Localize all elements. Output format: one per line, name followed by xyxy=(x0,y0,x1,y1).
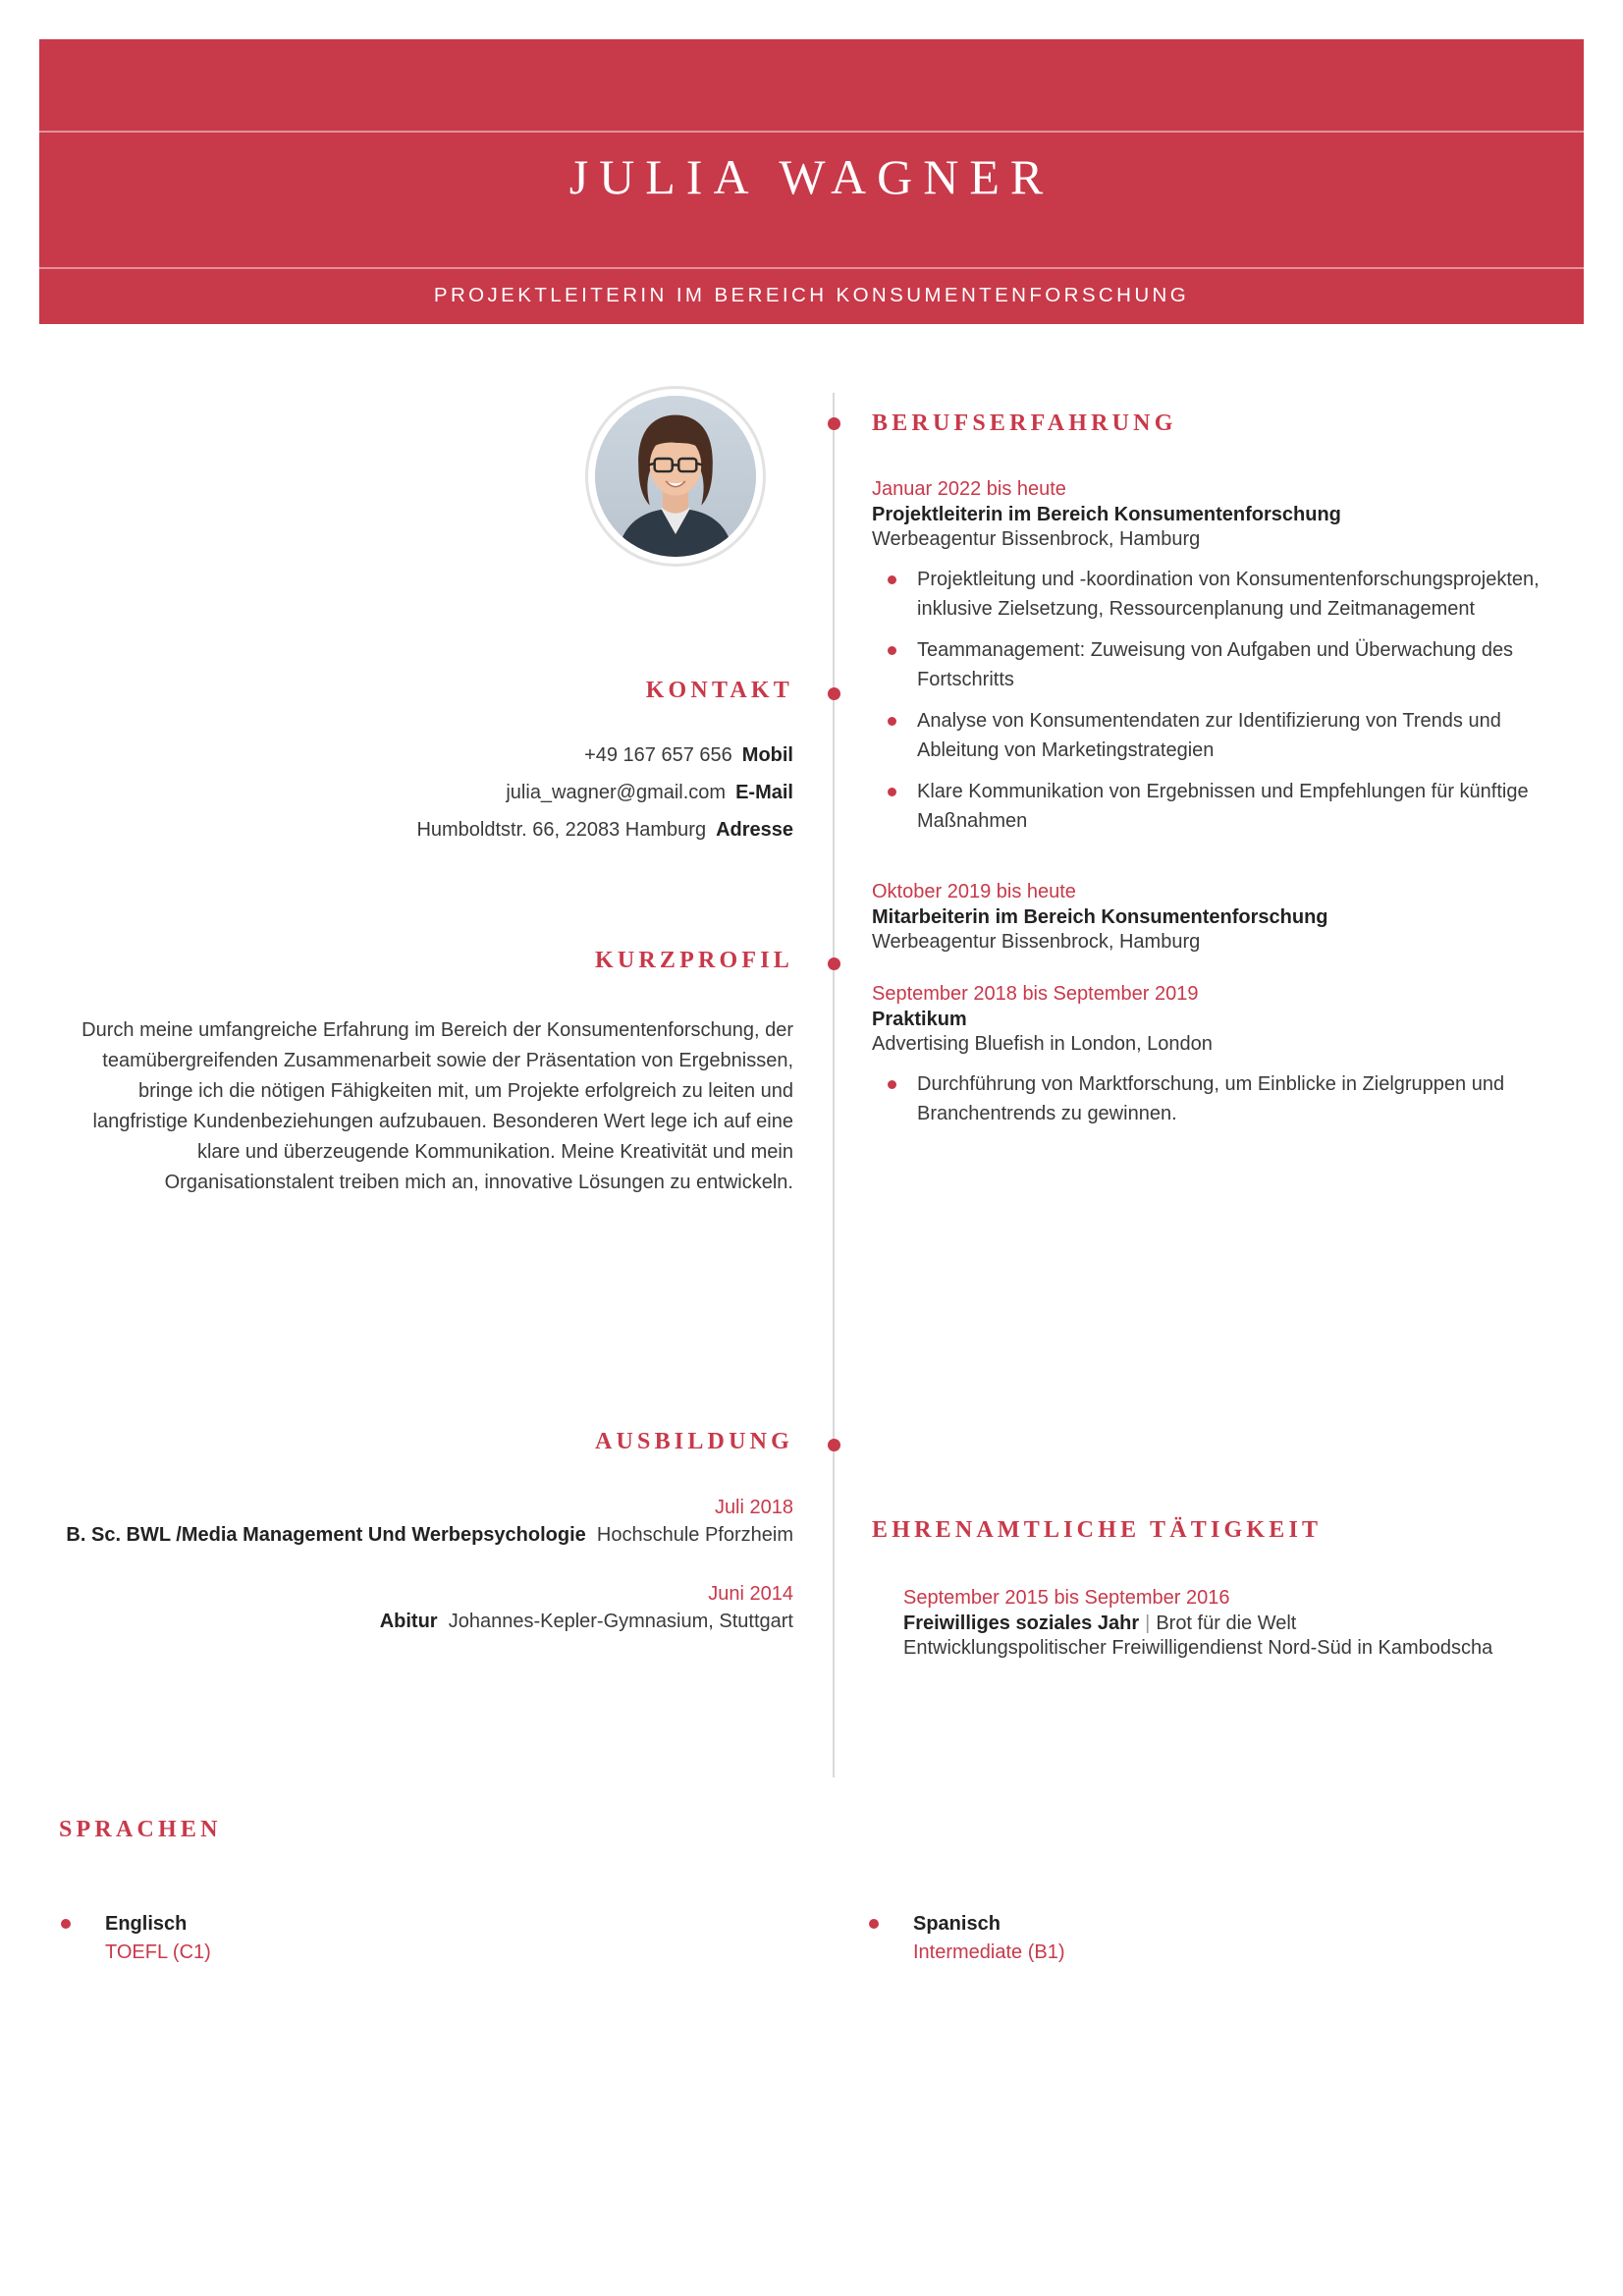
contact-label-phone: Mobil xyxy=(741,744,793,766)
experience-bullet: Teammanagement: Zuweisung von Aufgaben und Überwachung des Fortschritts xyxy=(872,635,1559,694)
experience-date: Januar 2022 bis heute xyxy=(872,478,1066,500)
education-detail xyxy=(59,1521,793,1550)
education-date: Juni 2014 xyxy=(708,1583,793,1605)
section-heading-ehrenamt: EHRENAMTLICHE TÄTIGKEIT xyxy=(872,1517,1323,1543)
volunteer-role-line xyxy=(903,1613,1559,1635)
header-subtitle: PROJEKTLEITERIN IM BEREICH KONSUMENTENFORSCHUNG xyxy=(433,284,1190,306)
profile-section xyxy=(59,948,793,1198)
contact-row xyxy=(59,816,793,844)
contact-row xyxy=(59,779,793,806)
section-heading-sprachen: SPRACHEN xyxy=(59,1817,222,1842)
column-divider xyxy=(833,393,835,1777)
experience-entry xyxy=(872,881,1559,954)
experience-role: Praktikum xyxy=(872,1009,967,1030)
volunteer-description: Entwicklungspolitischer Freiwilligendienst Nord-Süd in Kambodscha xyxy=(903,1637,1493,1659)
bullet-icon xyxy=(61,1919,71,1929)
contact-row xyxy=(59,741,793,769)
language-item-english xyxy=(61,1910,473,1967)
volunteer-entry xyxy=(872,1587,1559,1660)
divider-dot-profile xyxy=(828,957,840,970)
divider-dot-experience xyxy=(828,417,840,430)
section-heading-kurzprofil: KURZPROFIL xyxy=(594,948,793,973)
section-heading-berufserfahrung: BERUFSERFAHRUNG xyxy=(872,410,1177,436)
contact-value-address: Humboldtstr. 66, 22083 Hamburg xyxy=(416,819,707,841)
language-level: TOEFL (C1) xyxy=(105,1941,211,1963)
avatar-image xyxy=(595,396,756,557)
experience-bullet: Projektleitung und -koordination von Konsumentenforschungsprojekten, inklusive Zielsetzung, Ressourcenplanung und Zeitmanagement xyxy=(872,565,1559,624)
education-section xyxy=(59,1429,793,1636)
experience-date: September 2018 bis September 2019 xyxy=(872,983,1199,1005)
experience-bullet-list xyxy=(872,565,1559,836)
experience-section xyxy=(872,410,1559,1140)
experience-bullet: Klare Kommunikation von Ergebnissen und Empfehlungen für künftige Maßnahmen xyxy=(872,777,1559,836)
contact-value-email: julia_wagner@gmail.com xyxy=(506,782,727,803)
page-title: JULIA WAGNER xyxy=(568,149,1055,204)
header-divider-top xyxy=(39,131,1584,133)
language-name: Spanisch xyxy=(913,1913,1001,1935)
divider-dot-education xyxy=(828,1439,840,1451)
contact-label-address: Adresse xyxy=(716,819,793,841)
education-date: Juli 2018 xyxy=(714,1497,793,1518)
education-degree: B. Sc. BWL /Media Management Und Werbepsychologie xyxy=(66,1524,586,1546)
experience-company: Werbeagentur Bissenbrock, Hamburg xyxy=(872,931,1201,953)
bullet-icon xyxy=(869,1919,879,1929)
education-detail xyxy=(59,1608,793,1636)
experience-company: Werbeagentur Bissenbrock, Hamburg xyxy=(872,528,1201,550)
education-degree: Abitur xyxy=(379,1611,438,1632)
contact-section xyxy=(59,678,793,853)
header-banner xyxy=(39,39,1584,324)
experience-entry xyxy=(872,478,1559,836)
education-institution: Hochschule Pforzheim xyxy=(596,1524,793,1546)
header-divider-bottom xyxy=(39,267,1584,269)
experience-date: Oktober 2019 bis heute xyxy=(872,881,1076,902)
volunteer-date: September 2015 bis September 2016 xyxy=(903,1587,1230,1609)
experience-bullet-list xyxy=(872,1069,1559,1128)
experience-role: Projektleiterin im Bereich Konsumentenforschung xyxy=(872,504,1341,525)
experience-bullet: Durchführung von Marktforschung, um Einblicke in Zielgruppen und Branchentrends zu gewinnen. xyxy=(872,1069,1559,1128)
contact-label-email: E-Mail xyxy=(735,782,793,803)
experience-company: Advertising Bluefish in London, London xyxy=(872,1033,1213,1055)
contact-value-phone: +49 167 657 656 xyxy=(584,744,732,766)
divider-dot-contact xyxy=(828,687,840,700)
experience-entry xyxy=(872,983,1559,1128)
profile-text: Durch meine umfangreiche Erfahrung im Bereich der Konsumentenforschung, der teamübergreifenden Zusammenarbeit sowie der Präsentation von Ergebnissen, bringe ich die nötigen Fähigkeiten mit, um Projekte erfolgreich zu leiten und langfristige Kundenbeziehungen aufzubauen. Besonderen Wert lege ich auf eine klare und überzeugende Kommunikation. Meine Kreativität und mein Organisationstalent treiben mich an, innovative Lösungen zu entwickeln. xyxy=(81,1019,793,1193)
experience-role: Mitarbeiterin im Bereich Konsumentenforschung xyxy=(872,906,1328,928)
separator-icon: | xyxy=(1145,1613,1151,1634)
education-institution: Johannes-Kepler-Gymnasium, Stuttgart xyxy=(448,1611,793,1632)
education-entry xyxy=(59,1497,793,1550)
language-item-spanish xyxy=(869,1910,1281,1967)
section-heading-kontakt: KONTAKT xyxy=(645,678,793,703)
education-entry xyxy=(59,1583,793,1636)
language-level: Intermediate (B1) xyxy=(913,1941,1065,1963)
language-name: Englisch xyxy=(105,1913,188,1935)
avatar xyxy=(585,386,766,567)
volunteer-section xyxy=(872,1517,1559,1660)
volunteer-organization: Brot für die Welt xyxy=(1156,1613,1297,1634)
section-heading-ausbildung: AUSBILDUNG xyxy=(594,1429,793,1454)
volunteer-role: Freiwilliges soziales Jahr xyxy=(903,1613,1140,1634)
experience-bullet: Analyse von Konsumentendaten zur Identifizierung von Trends und Ableitung von Marketingstrategien xyxy=(872,706,1559,765)
